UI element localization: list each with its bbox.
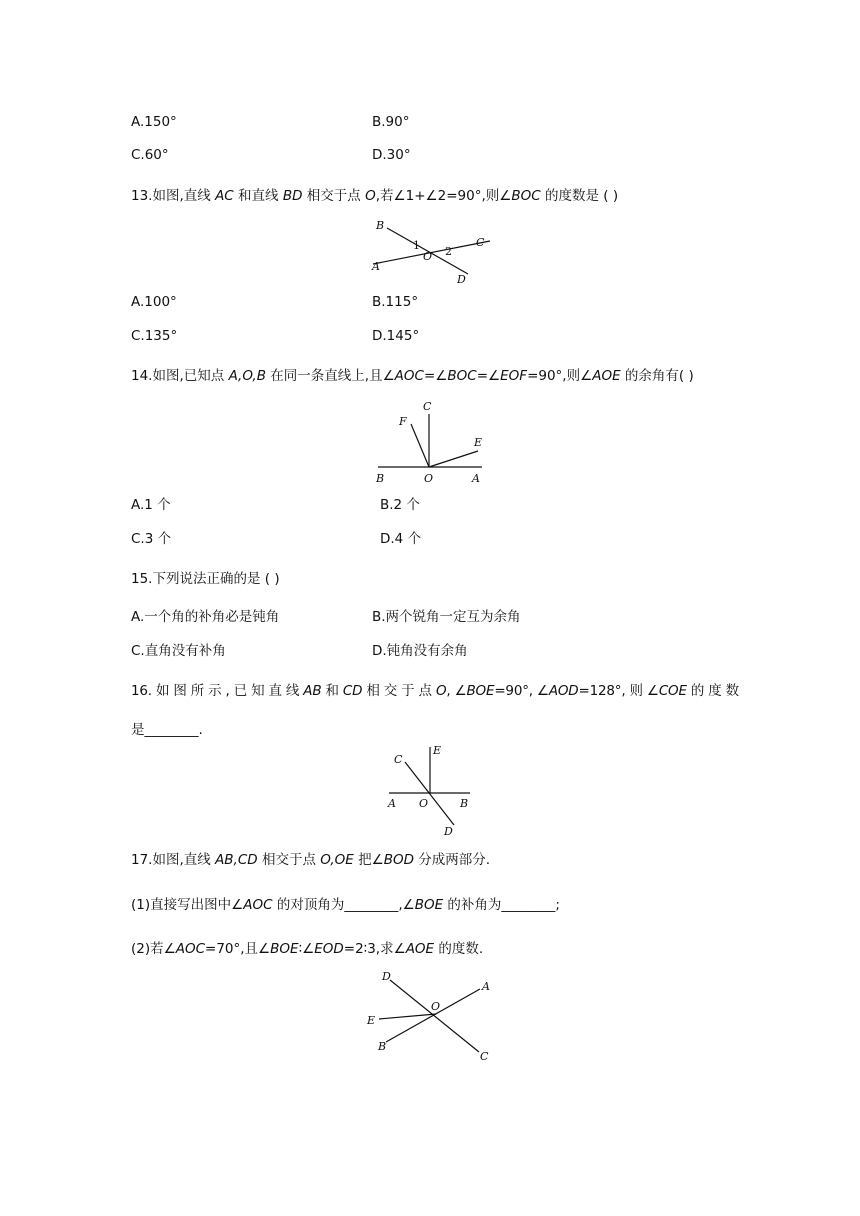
q15-option-b: B.两个锐角一定互为余角: [372, 609, 521, 625]
q15-option-d: D.钝角没有余角: [372, 643, 468, 659]
label-e: E: [367, 1014, 376, 1027]
label-c: C: [394, 753, 403, 766]
ray-oe: [429, 451, 478, 467]
q16-stem-line2: 是________.: [131, 722, 203, 738]
q16-stem: 16. 如 图 所 示 , 已 知 直 线 AB 和 CD 相 交 于 点 O, ∠BOE=90°, ∠AOD=128°, 则 ∠COE 的 度 数: [131, 683, 739, 699]
q14-option-d: D.4 个: [380, 531, 422, 547]
q13-figure: [360, 212, 500, 290]
label-b: B: [376, 472, 385, 485]
q13-stem: 13.如图,直线 AC 和直线 BD 相交于点 O,若∠1+∠2=90°,则∠BOC 的度数是 ( ): [131, 188, 619, 204]
label-c: C: [423, 400, 432, 413]
q14-stem: 14.如图,已知点 A,O,B 在同一条直线上,且∠AOC=∠BOC=∠EOF=90°,则∠AOE 的余角有( ): [131, 368, 694, 384]
q17-stem: 17.如图,直线 AB,CD 相交于点 O,OE 把∠BOD 分成两部分.: [131, 852, 491, 868]
ray-of: [411, 424, 429, 467]
q15-option-a: A.一个角的补角必是钝角: [131, 609, 280, 625]
label-o: O: [424, 472, 434, 485]
q17-part1: (1)直接写出图中∠AOC 的对顶角为________,∠BOE 的补角为________;: [131, 897, 560, 913]
label-d: D: [382, 970, 391, 983]
q12-option-a: A.150°: [131, 114, 177, 130]
q12-option-c: C.60°: [131, 147, 169, 163]
q15-option-c: C.直角没有补角: [131, 643, 226, 659]
label-b: B: [376, 219, 385, 232]
label-a: A: [482, 980, 490, 993]
label-c: C: [480, 1050, 489, 1063]
label-e: E: [474, 436, 483, 449]
q14-option-a: A.1 个: [131, 497, 171, 513]
q14-figure: [370, 396, 490, 486]
label-b: B: [460, 797, 469, 810]
label-a: A: [372, 260, 380, 273]
q13-option-d: D.145°: [372, 328, 420, 344]
label-o: O: [423, 250, 433, 263]
q14-option-b: B.2 个: [380, 497, 420, 513]
q17-part2: (2)若∠AOC=70°,且∠BOE∶∠EOD=2∶3,求∠AOE 的度数.: [131, 941, 484, 957]
label-a: A: [388, 797, 396, 810]
label-c: C: [476, 236, 485, 249]
label-1: 1: [413, 239, 420, 252]
q13-option-b: B.115°: [372, 294, 419, 310]
label-e: E: [433, 744, 442, 757]
line-ab: [386, 989, 480, 1042]
q12-option-d: D.30°: [372, 147, 411, 163]
q13-option-a: A.100°: [131, 294, 177, 310]
line-dc: [390, 980, 479, 1052]
label-b: B: [378, 1040, 387, 1053]
label-f: F: [399, 415, 407, 428]
label-2: 2: [445, 245, 452, 258]
q17-figure: [362, 968, 502, 1066]
q15-stem: 15.下列说法正确的是 ( ): [131, 571, 280, 587]
label-o: O: [419, 797, 429, 810]
q14-option-c: C.3 个: [131, 531, 172, 547]
label-d: D: [444, 825, 453, 838]
q16-figure: [380, 742, 480, 838]
label-a: A: [472, 472, 480, 485]
q12-option-b: B.90°: [372, 114, 410, 130]
label-d: D: [457, 273, 466, 286]
label-o: O: [431, 1000, 441, 1013]
q13-option-c: C.135°: [131, 328, 178, 344]
